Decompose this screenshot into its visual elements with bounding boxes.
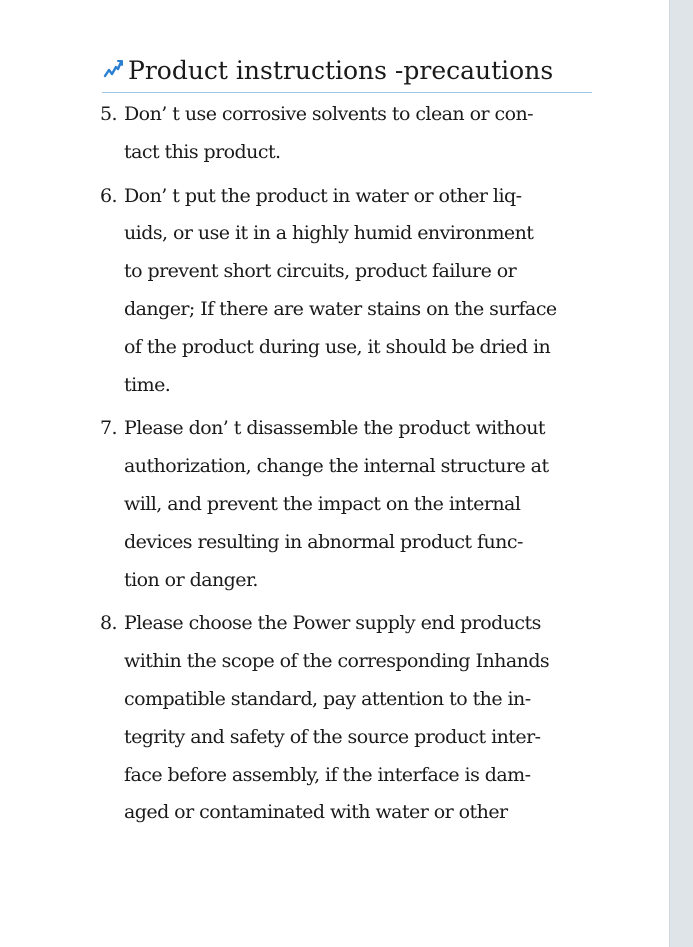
item-text-line: to prevent short circuits, product failure or [124,260,517,283]
item-text-line: danger; If there are water stains on the surface [124,297,557,320]
item-text-line: compatible standard, pay attention to the in- [124,687,531,710]
item-text-line: face before assembly, if the interface is dam- [124,763,531,786]
item-text-line: devices resulting in abnormal product func- [124,530,523,553]
item-text-line: Please don’ t disassemble the product without [124,417,545,440]
item-number: 6. [100,184,118,207]
zigzag-arrow-icon [102,57,124,81]
item-text-line: aged or contaminated with water or other [124,801,508,824]
precautions-list [100,96,595,838]
item-text-line: uids, or use it in a highly humid environment [124,222,534,245]
item-number: 5. [100,103,118,125]
item-text-line: of the product during use, it should be dried in [124,335,551,358]
item-text-line: Don’ t put the product in water or other liq- [124,184,522,207]
item-text-line: Please choose the Power supply end products [124,612,541,635]
item-text-line: time. [124,373,171,396]
item-text-line: tion or danger. [124,568,258,591]
list-item [100,605,595,832]
item-text-line: Don’ t use corrosive solvents to clean or con- [124,103,534,125]
item-text-line: within the scope of the corresponding Inhands [124,650,550,673]
scrollbar-track[interactable] [669,0,693,947]
item-text-line: authorization, change the internal structure at [124,455,549,478]
list-item [100,96,595,172]
item-text-line: tact this product. [124,140,281,163]
section-heading [102,53,592,93]
item-number: 7. [100,417,118,440]
list-item [100,178,595,405]
item-number: 8. [100,612,118,635]
item-text-line: tegrity and safety of the source product inter- [124,725,541,748]
item-text-line: will, and prevent the impact on the internal [124,492,521,515]
section-title: Product instructions -precautions [128,56,554,85]
list-item [100,410,595,599]
